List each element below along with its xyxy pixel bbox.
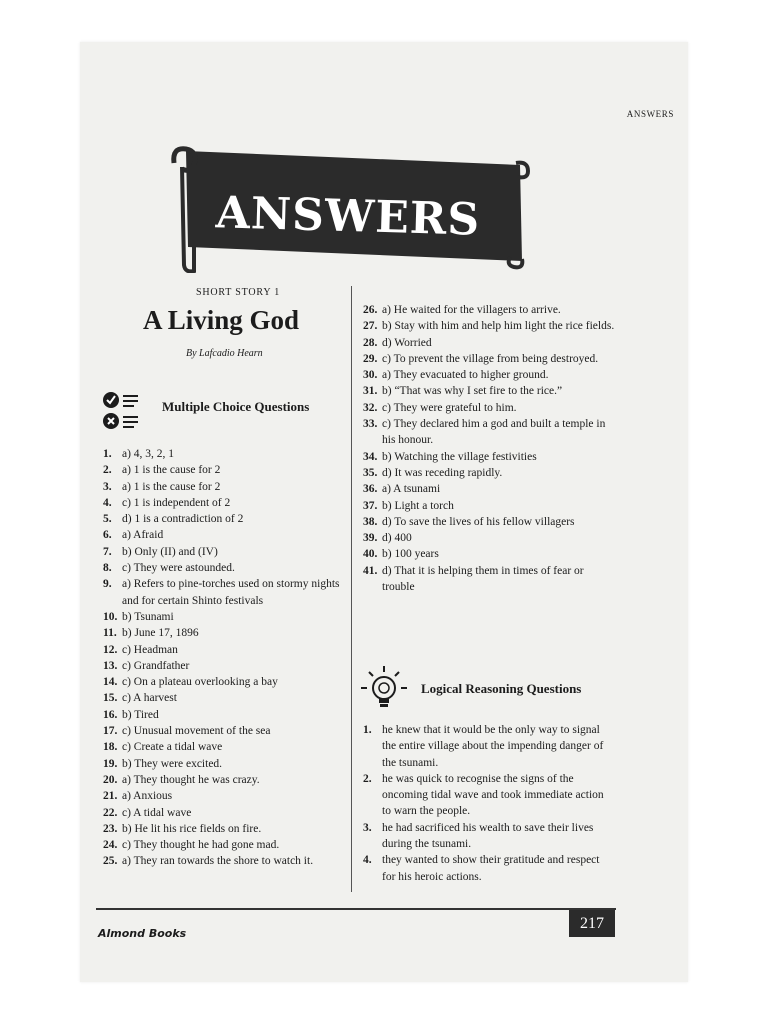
list-item xyxy=(103,479,343,495)
item-number: 11. xyxy=(103,627,117,640)
item-answer: c) Headman xyxy=(122,643,178,656)
list-item xyxy=(103,723,343,739)
item-number: 5. xyxy=(103,513,112,526)
list-item xyxy=(363,416,615,449)
item-number: 2. xyxy=(103,464,112,477)
story-label: SHORT STORY 1 xyxy=(196,287,281,298)
list-item xyxy=(103,853,343,869)
item-number: 30. xyxy=(363,369,378,382)
item-number: 21. xyxy=(103,790,118,803)
item-number: 10. xyxy=(103,610,118,623)
checklist-icon xyxy=(102,390,144,432)
list-item xyxy=(103,544,343,560)
list-item xyxy=(363,481,615,497)
item-number: 19. xyxy=(103,757,118,770)
item-answer: a) Anxious xyxy=(122,790,173,803)
item-number: 32. xyxy=(363,401,378,414)
list-item xyxy=(103,511,343,527)
item-number: 25. xyxy=(103,855,118,868)
answers-banner xyxy=(168,143,530,273)
item-number: 34. xyxy=(363,450,378,463)
list-item xyxy=(363,563,615,596)
item-answer: b) Only (II) and (IV) xyxy=(122,545,218,558)
item-number: 41. xyxy=(363,564,378,577)
item-answer: b) Light a torch xyxy=(382,499,454,512)
list-item xyxy=(363,302,615,318)
item-answer: a) He waited for the villagers to arrive. xyxy=(382,304,561,316)
list-item xyxy=(103,576,343,609)
list-item xyxy=(363,367,615,383)
item-number: 4. xyxy=(363,854,372,867)
item-answer: a) They thought he was crazy. xyxy=(122,773,260,786)
list-item xyxy=(103,446,343,462)
item-answer: b) Tsunami xyxy=(122,610,174,623)
mcq-answer-list-left xyxy=(103,446,343,870)
item-number: 15. xyxy=(103,692,118,705)
list-item xyxy=(363,498,615,514)
item-number: 9. xyxy=(103,578,112,591)
item-number: 1. xyxy=(103,448,112,460)
list-item xyxy=(363,852,615,885)
item-number: 17. xyxy=(103,725,118,738)
list-item xyxy=(363,514,615,530)
lightbulb-icon xyxy=(359,664,409,714)
mcq-answer-list-right xyxy=(363,302,615,595)
item-number: 28. xyxy=(363,336,378,349)
list-item xyxy=(103,625,343,641)
item-answer: c) A tidal wave xyxy=(122,806,192,819)
item-answer: a) They evacuated to higher ground. xyxy=(382,369,549,382)
list-item xyxy=(363,335,615,351)
item-number: 38. xyxy=(363,515,378,528)
list-item xyxy=(103,772,343,788)
list-item xyxy=(103,788,343,804)
item-number: 7. xyxy=(103,545,112,558)
list-item xyxy=(363,400,615,416)
item-number: 20. xyxy=(103,773,118,786)
story-author: By Lafcadio Hearn xyxy=(186,348,263,359)
item-answer: b) 100 years xyxy=(382,548,439,561)
item-number: 37. xyxy=(363,499,378,512)
item-answer: a) Refers to pine-torches used on stormy nights and for certain Shinto festivals xyxy=(122,578,340,607)
item-number: 8. xyxy=(103,562,112,575)
list-item xyxy=(363,820,615,853)
list-item xyxy=(103,805,343,821)
item-answer: c) To prevent the village from being destroyed. xyxy=(382,352,599,365)
item-answer: a) A tsunami xyxy=(382,483,441,496)
item-number: 14. xyxy=(103,676,118,689)
item-answer: c) Create a tidal wave xyxy=(122,741,223,754)
item-number: 24. xyxy=(103,839,118,852)
item-answer: a) 1 is the cause for 2 xyxy=(122,464,221,477)
item-number: 2. xyxy=(363,772,372,785)
list-item xyxy=(103,821,343,837)
list-item xyxy=(363,383,615,399)
item-number: 3. xyxy=(103,480,112,493)
item-answer: b) He lit his rice fields on fire. xyxy=(122,822,262,835)
list-item xyxy=(363,771,615,820)
story-title: A Living God xyxy=(143,305,300,335)
lrq-answer-list xyxy=(363,722,615,885)
list-item xyxy=(363,722,615,771)
footer-rule xyxy=(96,908,616,910)
item-number: 27. xyxy=(363,320,378,333)
item-number: 3. xyxy=(363,821,372,834)
item-answer: c) They were grateful to him. xyxy=(382,401,517,414)
item-answer: b) “That was why I set fire to the rice.” xyxy=(382,385,563,398)
item-answer: d) That it is helping them in times of fear or trouble xyxy=(382,564,584,594)
item-answer: he was quick to recognise the signs of the oncoming tidal wave and took immediate action to warn the people. xyxy=(382,772,604,818)
list-item xyxy=(103,609,343,625)
item-number: 26. xyxy=(363,304,378,316)
item-answer: b) Stay with him and help him light the rice fields. xyxy=(382,320,615,333)
item-answer: he knew that it would be the only way to signal the entire village about the impending danger of the tsunami. xyxy=(382,724,604,769)
list-item xyxy=(103,527,343,543)
item-number: 22. xyxy=(103,806,118,819)
item-answer: d) It was receding rapidly. xyxy=(382,466,503,479)
list-item xyxy=(103,837,343,853)
list-item xyxy=(363,449,615,465)
item-number: 4. xyxy=(103,496,112,509)
publisher-logo: Almond Books xyxy=(98,927,187,940)
item-number: 23. xyxy=(103,822,118,835)
item-number: 40. xyxy=(363,548,378,561)
item-answer: b) They were excited. xyxy=(122,757,223,770)
item-answer: a) Afraid xyxy=(122,529,164,542)
item-answer: b) Watching the village festivities xyxy=(382,450,537,463)
item-number: 16. xyxy=(103,708,118,721)
item-number: 33. xyxy=(363,418,378,431)
list-item xyxy=(103,690,343,706)
item-number: 36. xyxy=(363,483,378,496)
item-number: 6. xyxy=(103,529,112,542)
item-answer: c) They declared him a god and built a temple in his honour. xyxy=(382,418,606,447)
item-number: 1. xyxy=(363,724,372,736)
list-item xyxy=(103,674,343,690)
list-item xyxy=(103,560,343,576)
list-item xyxy=(103,642,343,658)
item-answer: b) Tired xyxy=(122,708,159,721)
list-item xyxy=(103,756,343,772)
page-number: 217 xyxy=(569,910,615,937)
list-item xyxy=(363,465,615,481)
item-answer: d) To save the lives of his fellow villagers xyxy=(382,515,575,528)
running-head: ANSWERS xyxy=(626,109,674,119)
list-item xyxy=(103,739,343,755)
item-number: 13. xyxy=(103,659,118,672)
list-item xyxy=(363,546,615,562)
list-item xyxy=(363,530,615,546)
lrq-heading: Logical Reasoning Questions xyxy=(421,681,582,696)
item-answer: b) June 17, 1896 xyxy=(122,627,199,640)
item-number: 18. xyxy=(103,741,118,754)
item-answer: d) Worried xyxy=(382,336,432,349)
item-answer: c) On a plateau overlooking a bay xyxy=(122,676,278,689)
item-answer: a) They ran towards the shore to watch it. xyxy=(122,855,314,868)
item-number: 29. xyxy=(363,352,378,365)
list-item xyxy=(103,658,343,674)
mcq-heading: Multiple Choice Questions xyxy=(162,399,310,414)
item-answer: a) 4, 3, 2, 1 xyxy=(122,448,175,460)
banner-title: ANSWERS xyxy=(215,187,481,246)
item-answer: c) They were astounded. xyxy=(122,562,235,575)
item-answer: c) Unusual movement of the sea xyxy=(122,725,271,738)
item-answer: c) 1 is independent of 2 xyxy=(122,496,231,509)
list-item xyxy=(103,707,343,723)
item-answer: d) 400 xyxy=(382,532,412,545)
item-answer: c) Grandfather xyxy=(122,659,190,672)
list-item xyxy=(363,351,615,367)
item-answer: c) A harvest xyxy=(122,692,177,705)
item-number: 12. xyxy=(103,643,118,656)
item-answer: he had sacrificed his wealth to save their lives during the tsunami. xyxy=(382,821,594,851)
list-item xyxy=(103,495,343,511)
item-number: 31. xyxy=(363,385,378,398)
list-item xyxy=(103,462,343,478)
column-divider xyxy=(351,286,352,892)
list-item xyxy=(363,318,615,334)
item-answer: a) 1 is the cause for 2 xyxy=(122,480,221,493)
item-answer: c) They thought he had gone mad. xyxy=(122,839,280,852)
item-answer: they wanted to show their gratitude and respect for his heroic actions. xyxy=(382,854,600,883)
item-answer: d) 1 is a contradiction of 2 xyxy=(122,513,244,526)
item-number: 39. xyxy=(363,532,378,545)
item-number: 35. xyxy=(363,466,378,479)
